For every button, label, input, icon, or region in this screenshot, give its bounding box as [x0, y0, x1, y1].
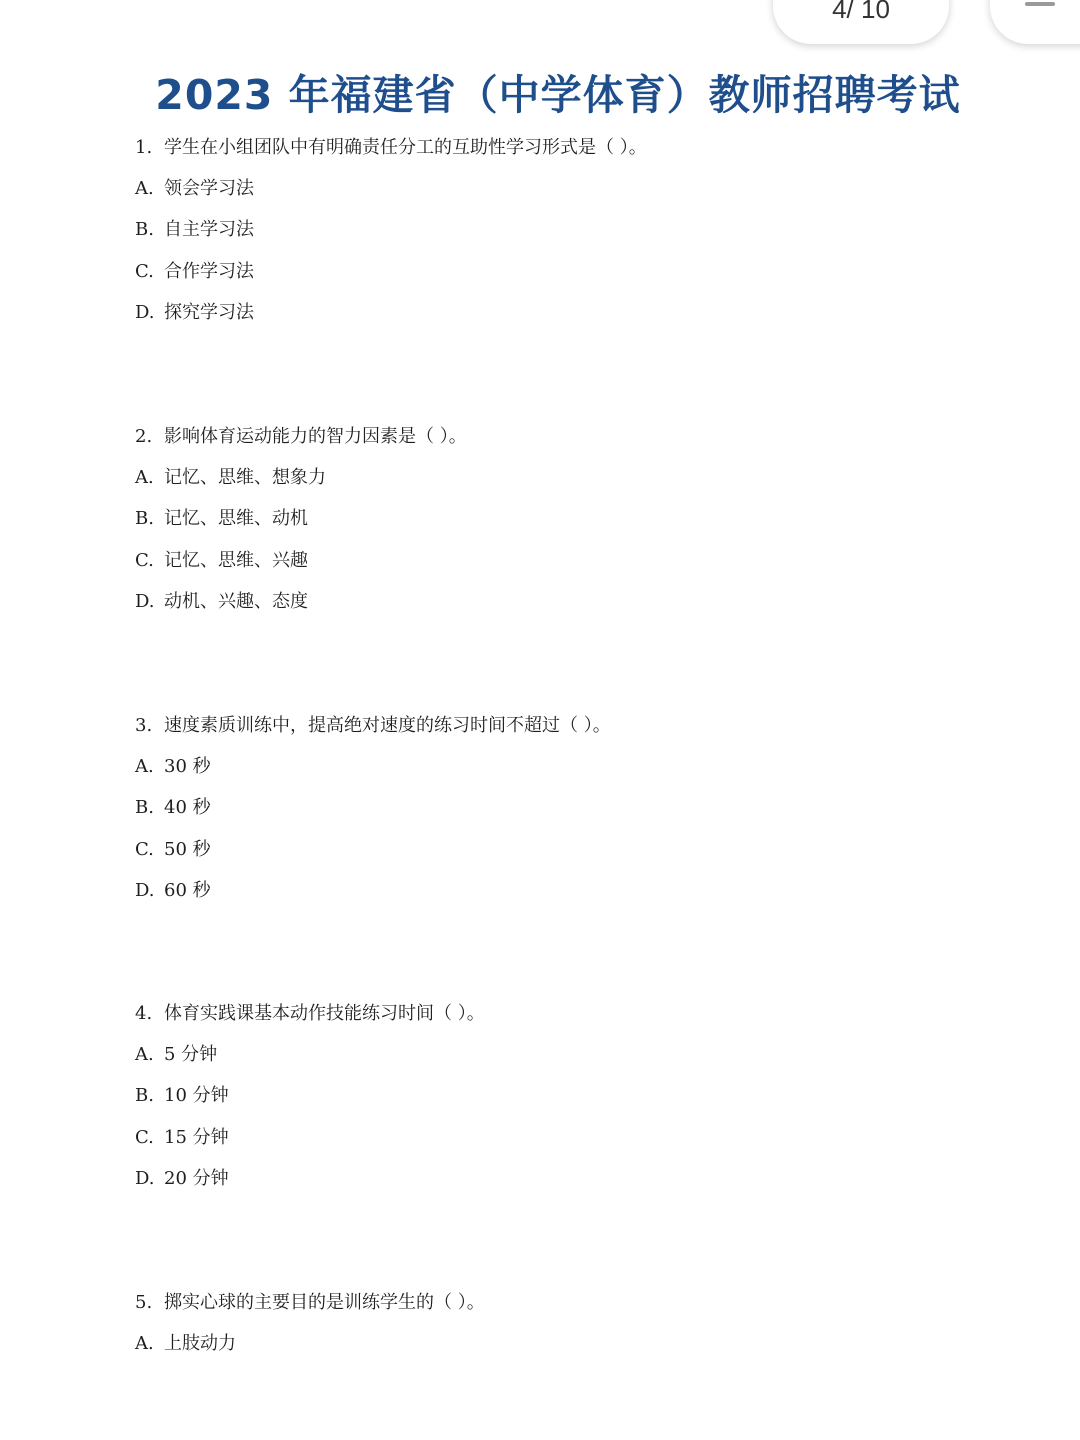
option-text: 5 分钟	[164, 1044, 218, 1066]
question-text: 影响体育运动能力的智力因素是（ ）。	[164, 426, 467, 447]
option-label: A.	[135, 756, 154, 778]
question-text: 速度素质训练中，提高绝对速度的练习时间不超过（ ）。	[164, 715, 611, 736]
option-text: 15 分钟	[164, 1126, 229, 1148]
option-text: 动机、兴趣、态度	[164, 590, 308, 612]
option-text: 领会学习法	[164, 178, 254, 200]
option-text: 60 秒	[164, 879, 211, 901]
question-2	[135, 426, 1035, 632]
option-text: 50 秒	[164, 838, 211, 860]
question-stem	[135, 1003, 1035, 1044]
option-text: 探究学习法	[164, 301, 254, 323]
question-stem	[135, 1292, 1035, 1333]
option-label: A.	[135, 467, 154, 489]
option-a	[135, 1044, 1035, 1085]
document-title: 2023 年福建省（中学体育）教师招聘考试	[155, 71, 961, 119]
option-label: A.	[135, 1044, 154, 1066]
question-text: 掷实心球的主要目的是训练学生的（ ）。	[164, 1292, 485, 1313]
option-text: 40 秒	[164, 797, 211, 819]
question-number: 2.	[135, 426, 153, 447]
question-1	[135, 137, 1035, 343]
option-text: 记忆、思维、想象力	[164, 467, 326, 489]
option-d	[135, 880, 1035, 921]
option-text: 记忆、思维、兴趣	[164, 549, 308, 571]
option-text: 30 秒	[164, 756, 211, 778]
option-label: A.	[135, 1333, 154, 1355]
question-number: 4.	[135, 1003, 153, 1024]
option-label: D.	[135, 1167, 155, 1189]
option-text: 自主学习法	[164, 219, 254, 241]
option-text: 记忆、思维、动机	[164, 508, 308, 530]
option-c	[135, 839, 1035, 880]
option-text: 10 分钟	[164, 1085, 229, 1107]
option-c	[135, 1127, 1035, 1168]
option-b	[135, 797, 1035, 838]
option-text: 合作学习法	[164, 260, 254, 282]
option-label: A.	[135, 178, 154, 200]
option-label: D.	[135, 590, 155, 612]
question-text: 学生在小组团队中有明确责任分工的互助性学习形式是（ ）。	[164, 137, 647, 158]
minus-icon	[1025, 2, 1055, 6]
option-label: C.	[135, 838, 154, 860]
page-indicator[interactable]	[773, 0, 949, 44]
option-d	[135, 591, 1035, 632]
option-b	[135, 219, 1035, 260]
question-number: 1.	[135, 137, 153, 158]
option-d	[135, 1168, 1035, 1209]
option-c	[135, 261, 1035, 302]
question-stem	[135, 426, 1035, 467]
option-label: B.	[135, 797, 154, 819]
option-a	[135, 1333, 1035, 1374]
option-label: D.	[135, 301, 155, 323]
question-stem	[135, 715, 1035, 756]
option-b	[135, 508, 1035, 549]
question-5	[135, 1292, 1035, 1374]
question-number: 3.	[135, 715, 153, 736]
option-a	[135, 178, 1035, 219]
option-label: B.	[135, 508, 154, 530]
option-label: C.	[135, 1126, 154, 1148]
option-c	[135, 550, 1035, 591]
option-a	[135, 467, 1035, 508]
option-text: 上肢动力	[164, 1333, 236, 1355]
menu-button[interactable]	[990, 0, 1080, 44]
option-d	[135, 302, 1035, 343]
question-text: 体育实践课基本动作技能练习时间（ ）。	[164, 1003, 485, 1024]
page-indicator-text: 4/ 10	[832, 0, 890, 24]
question-3	[135, 715, 1035, 921]
option-label: C.	[135, 549, 154, 571]
option-label: D.	[135, 879, 155, 901]
option-text: 20 分钟	[164, 1167, 229, 1189]
question-stem	[135, 137, 1035, 178]
option-label: C.	[135, 260, 154, 282]
question-4	[135, 1003, 1035, 1209]
option-b	[135, 1085, 1035, 1126]
option-label: B.	[135, 219, 154, 241]
option-label: B.	[135, 1085, 154, 1107]
option-a	[135, 756, 1035, 797]
question-number: 5.	[135, 1292, 153, 1313]
